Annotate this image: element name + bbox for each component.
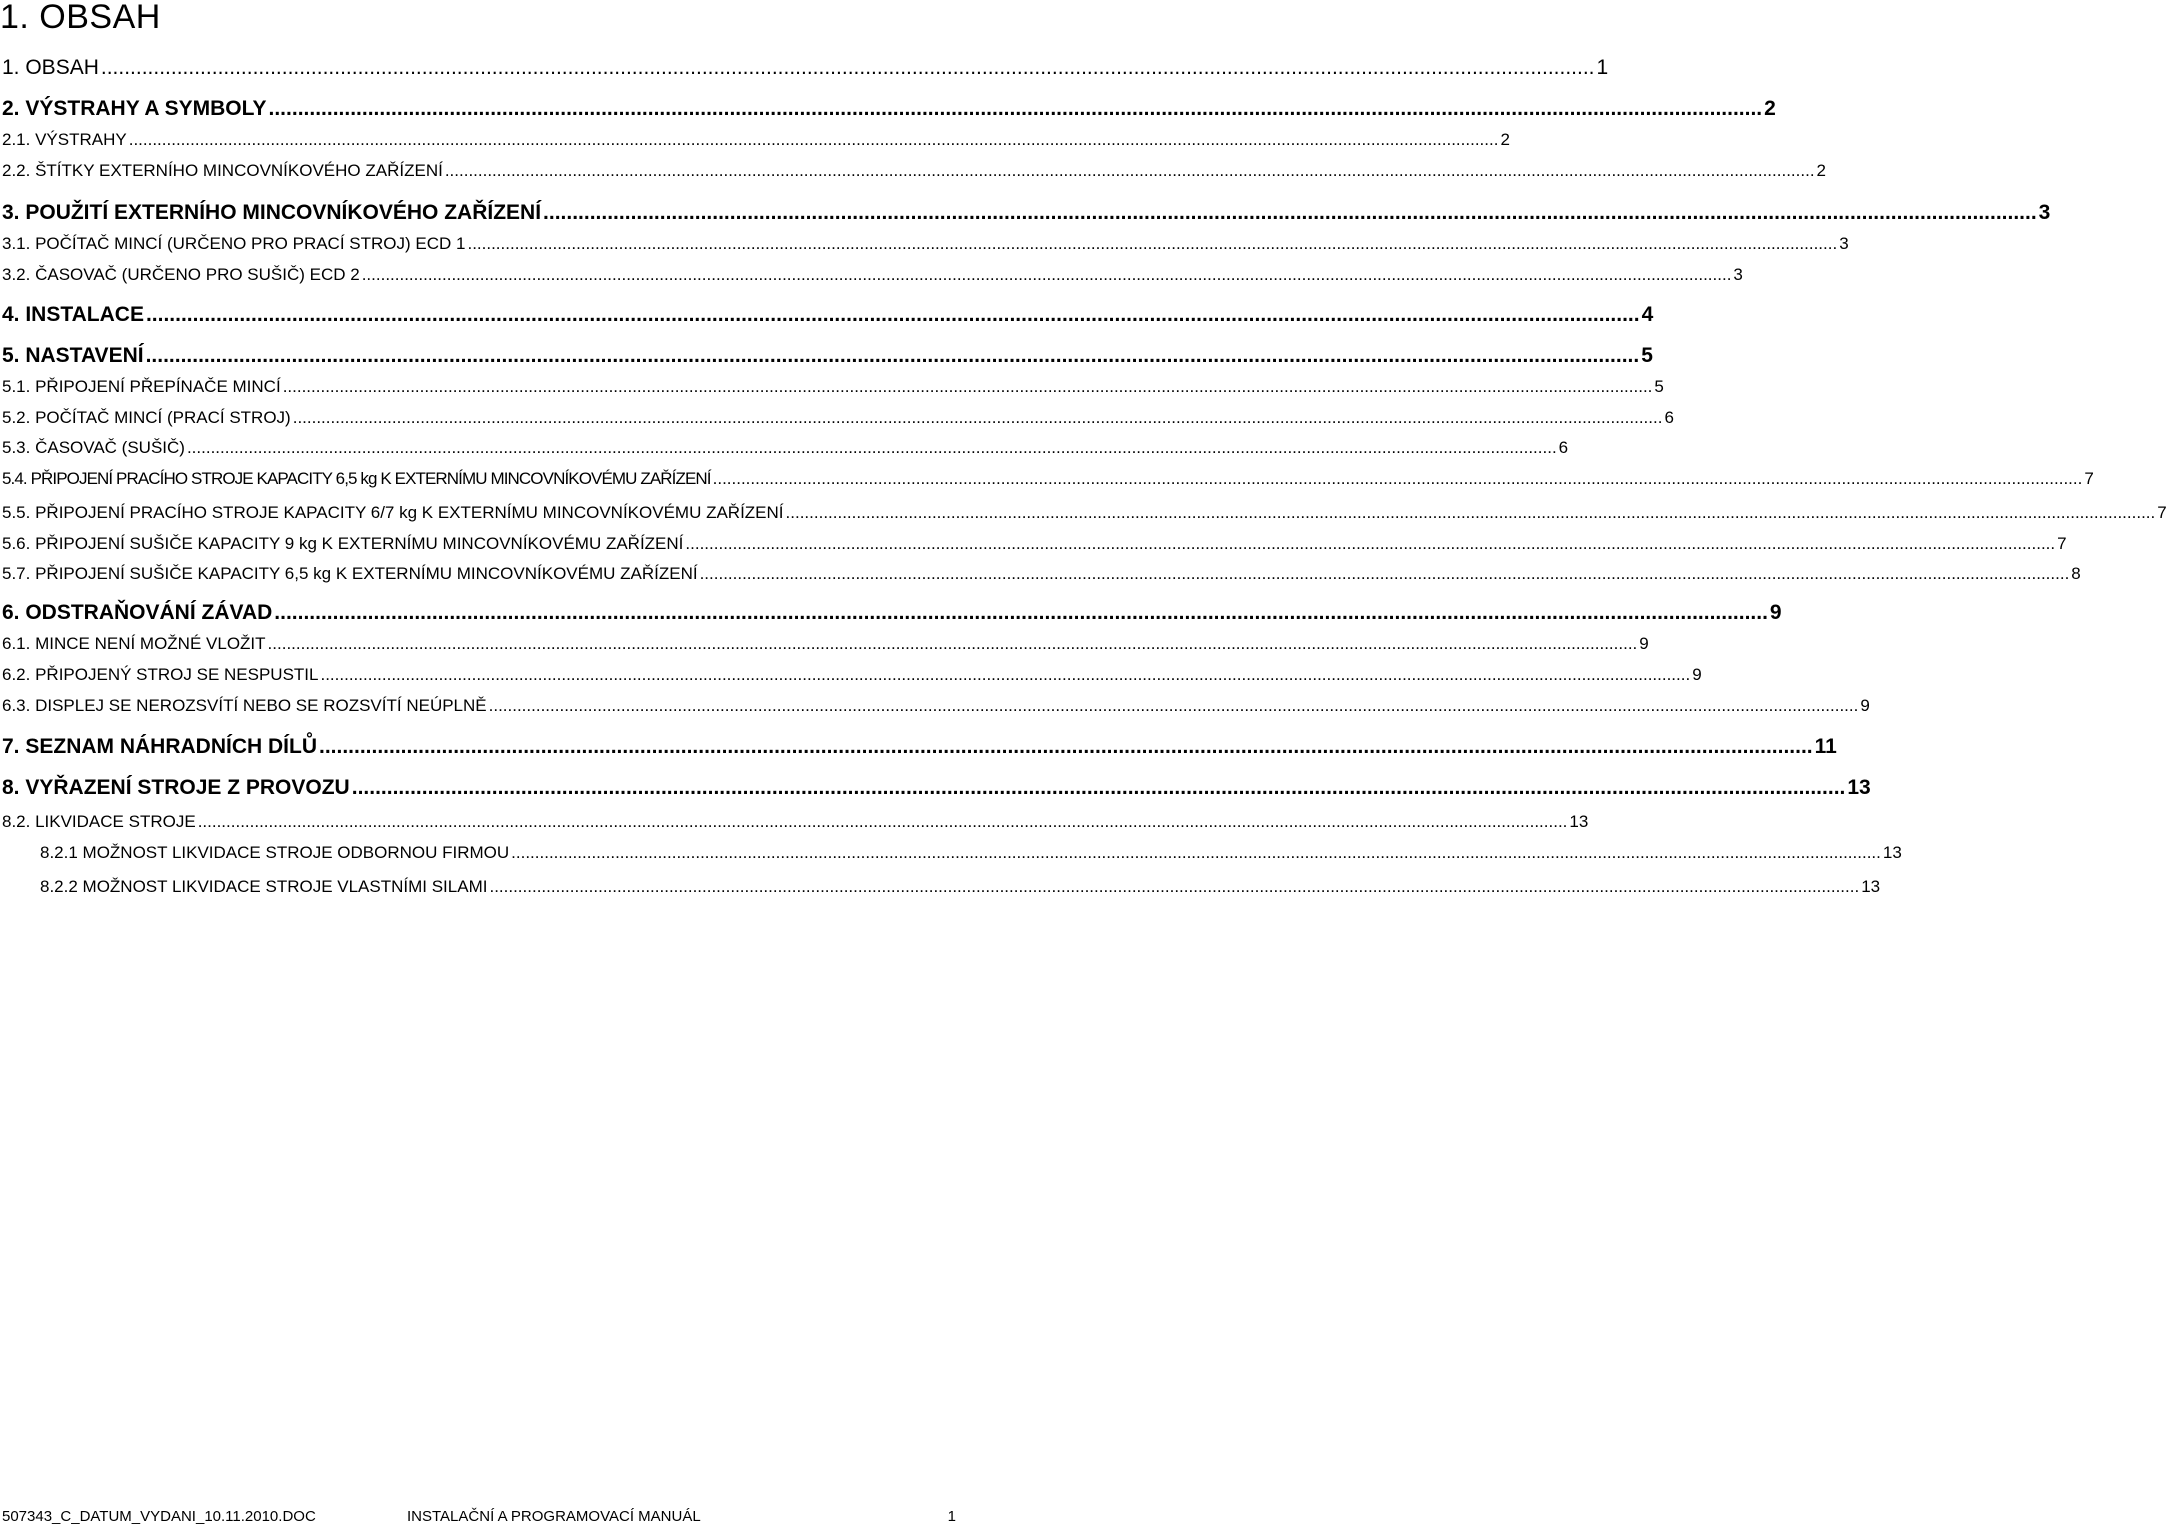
toc-leader-dots: ..................................................................................................................................................................................................................................................................................................: [699, 564, 2070, 583]
page-title: 1. OBSAH: [0, 0, 161, 36]
toc-leader-dots: ..................................................................................................................................................................................................................................................................................................: [467, 234, 1838, 253]
toc-entry[interactable]: [2, 600, 1782, 626]
toc-entry-page: 6: [1558, 438, 1569, 457]
toc-entry[interactable]: [2, 96, 1776, 122]
toc-leader-dots: ..................................................................................................................................................................................................................................................................................................: [444, 161, 1815, 180]
toc-leader-dots: ................................................................................................................................................................................................................................................................: [274, 601, 1768, 624]
toc-entry-label: 5.7. PŘIPOJENÍ SUŠIČE KAPACITY 6,5 kg K EXTERNÍMU MINCOVNÍKOVÉMU ZAŘÍZENÍ: [2, 564, 698, 583]
toc-leader-dots: ................................................................................................................................................................................................................................................................: [351, 776, 1846, 799]
toc-entry-page: 13: [1882, 843, 1902, 862]
toc-entry[interactable]: [40, 842, 1902, 864]
toc-leader-dots: ..................................................................................................................................................................................................................................................................................................: [511, 843, 1881, 862]
toc-entry-label: 8.2. LIKVIDACE STROJE: [2, 812, 196, 831]
toc-entry-label: 7. SEZNAM NÁHRADNÍCH DÍLŮ: [2, 735, 317, 758]
toc-entry[interactable]: [2, 502, 2167, 524]
toc-entry-label: 2.1. VÝSTRAHY: [2, 130, 127, 149]
toc-entry-label: 2. VÝSTRAHY A SYMBOLY: [2, 97, 267, 120]
toc-entry-label: 3. POUŽITÍ EXTERNÍHO MINCOVNÍKOVÉHO ZAŘÍZENÍ: [2, 201, 542, 224]
page-footer: [0, 1507, 960, 1527]
toc-entry-page: 4: [1641, 303, 1654, 326]
toc-entry[interactable]: [40, 876, 1881, 898]
toc-entry[interactable]: [2, 343, 1653, 369]
toc-entry[interactable]: [2, 533, 2067, 555]
toc-entry-page: 13: [1569, 812, 1589, 831]
toc-entry-label: 6.2. PŘIPOJENÝ STROJ SE NESPUSTIL: [2, 665, 319, 684]
toc-entry[interactable]: [2, 775, 1871, 801]
toc-leader-dots: ..................................................................................................................................................................................................................................................................................................: [267, 634, 1638, 653]
toc-leader-dots: ..................................................................................................................................................................................................................................................................................................: [186, 438, 1557, 457]
toc-entry[interactable]: [2, 734, 1837, 760]
toc-entry-page: 5: [1654, 377, 1664, 396]
toc-entry-label: 8. VYŘAZENÍ STROJE Z PROVOZU: [2, 776, 350, 799]
toc-leader-dots: ..................................................................................................................................................................................................................................................................................................: [785, 503, 2156, 522]
toc-entry-page: 1: [1596, 56, 1609, 79]
toc-leader-dots: ................................................................................................................................................................................................................................................................: [145, 303, 1640, 326]
toc-entry-page: 13: [1861, 877, 1881, 896]
toc-entry-label: 6.1. MINCE NENÍ MOŽNÉ VLOŽIT: [2, 634, 266, 653]
toc-entry[interactable]: [2, 407, 1674, 429]
toc-entry-label: 5.6. PŘIPOJENÍ SUŠIČE KAPACITY 9 kg K EXTERNÍMU MINCOVNÍKOVÉMU ZAŘÍZENÍ: [2, 534, 684, 553]
toc-leader-dots: ..................................................................................................................................................................................................................................................................................................: [197, 812, 1568, 831]
toc-entry-label: 5.4. PŘIPOJENÍ PRACÍHO STROJE KAPACITY 6,5 kg K EXTERNÍMU MINCOVNÍKOVÉMU ZAŘÍZENÍ: [2, 469, 711, 488]
toc-entry[interactable]: [2, 376, 1664, 398]
toc-leader-dots: ..................................................................................................................................................................................................................................................................................................: [685, 534, 2056, 553]
footer-document-id: 507343_C_DATUM_VYDANI_10.11.2010.DOC: [2, 1508, 316, 1525]
toc-leader-dots: ..................................................................................................................................................................................................................................................................................................: [292, 408, 1663, 427]
footer-page-number: 1: [947, 1508, 956, 1525]
toc-leader-dots: ..................................................................................................................................................................................................................................................................................................: [320, 665, 1691, 684]
toc-entry[interactable]: [2, 563, 2081, 585]
toc-entry-page: 2: [1764, 97, 1776, 120]
toc-entry-page: 3: [1839, 234, 1849, 253]
toc-leader-dots: ................................................................................................................................................................................................................................................................: [145, 344, 1640, 367]
toc-entry[interactable]: [2, 468, 2094, 490]
toc-entry-page: 13: [1847, 776, 1871, 799]
toc-entry-page: 9: [1692, 665, 1702, 684]
toc-entry[interactable]: [2, 633, 1649, 655]
toc-entry-label: 8.2.2 MOŽNOST LIKVIDACE STROJE VLASTNÍMI SILAMI: [40, 877, 488, 896]
toc-entry-label: 5.1. PŘIPOJENÍ PŘEPÍNAČE MINCÍ: [2, 377, 281, 396]
toc-leader-dots: ................................................................................................................................................................................................................................................................: [268, 97, 1763, 120]
toc-entry-page: 9: [1769, 601, 1782, 624]
toc-entry[interactable]: [2, 264, 1743, 286]
toc-entry[interactable]: [2, 200, 2051, 226]
toc-entry-page: 6: [1664, 408, 1674, 427]
toc-entry-label: 3.1. POČÍTAČ MINCÍ (URČENO PRO PRACÍ STROJ) ECD 1: [2, 234, 466, 253]
toc-entry-page: 9: [1860, 696, 1870, 715]
toc-entry-label: 5.3. ČASOVAČ (SUŠIČ): [2, 438, 185, 457]
toc-entry[interactable]: [2, 55, 1609, 81]
toc-entry-page: 9: [1639, 634, 1649, 653]
toc-leader-dots: ................................................................................................................................................................................................................................................................: [543, 201, 2037, 224]
toc-entry-page: 2: [1816, 161, 1827, 180]
toc-entry-page: 8: [2071, 564, 2081, 583]
toc-entry-label: 5.5. PŘIPOJENÍ PRACÍHO STROJE KAPACITY 6/7 kg K EXTERNÍMU MINCOVNÍKOVÉMU ZAŘÍZENÍ: [2, 503, 784, 522]
toc-entry[interactable]: [2, 160, 1827, 182]
footer-manual-title: INSTALAČNÍ A PROGRAMOVACÍ MANUÁL: [407, 1508, 701, 1525]
toc-entry[interactable]: [2, 437, 1569, 459]
toc-leader-dots: ..................................................................................................................................................................................................................................................................................................: [712, 469, 2083, 488]
toc-leader-dots: ..................................................................................................................................................................................................................................................................................................: [488, 696, 1859, 715]
toc-leader-dots: ................................................................................................................................................................................................................................................................: [100, 56, 1595, 79]
toc-entry-page: 7: [2084, 469, 2094, 488]
toc-entry-page: 7: [2157, 503, 2167, 522]
toc-entry-label: 3.2. ČASOVAČ (URČENO PRO SUŠIČ) ECD 2: [2, 265, 360, 284]
toc-entry-label: 5. NASTAVENÍ: [2, 344, 144, 367]
toc-entry[interactable]: [2, 233, 1849, 255]
toc-entry-page: 5: [1641, 344, 1653, 367]
toc-leader-dots: ................................................................................................................................................................................................................................................................: [319, 735, 1813, 758]
toc-entry-page: 11: [1814, 735, 1837, 758]
toc-leader-dots: ..................................................................................................................................................................................................................................................................................................: [282, 377, 1653, 396]
toc-entry-label: 5.2. POČÍTAČ MINCÍ (PRACÍ STROJ): [2, 408, 291, 427]
toc-entry-label: 8.2.1 MOŽNOST LIKVIDACE STROJE ODBORNOU FIRMOU: [40, 843, 510, 862]
toc-entry-label: 6. ODSTRAŇOVÁNÍ ZÁVAD: [2, 601, 273, 624]
toc-entry-page: 7: [2057, 534, 2067, 553]
toc-leader-dots: ..................................................................................................................................................................................................................................................................................................: [128, 130, 1499, 149]
toc-entry[interactable]: [2, 302, 1654, 328]
toc-entry-label: 4. INSTALACE: [2, 303, 144, 326]
toc-leader-dots: ..................................................................................................................................................................................................................................................................................................: [489, 877, 1860, 896]
toc-entry[interactable]: [2, 811, 1589, 833]
toc-entry[interactable]: [2, 129, 1510, 151]
toc-entry[interactable]: [2, 695, 1870, 717]
toc-entry-label: 1. OBSAH: [2, 56, 99, 79]
toc-entry-page: 3: [1733, 265, 1743, 284]
toc-entry-label: 2.2. ŠTÍTKY EXTERNÍHO MINCOVNÍKOVÉHO ZAŘÍZENÍ: [2, 161, 443, 180]
toc-entry-label: 6.3. DISPLEJ SE NEROZSVÍTÍ NEBO SE ROZSVÍTÍ NEÚPLNĚ: [2, 696, 487, 715]
toc-leader-dots: ..................................................................................................................................................................................................................................................................................................: [361, 265, 1732, 284]
toc-entry-page: 2: [1500, 130, 1510, 149]
toc-entry[interactable]: [2, 664, 1702, 686]
toc-entry-page: 3: [2038, 201, 2051, 224]
